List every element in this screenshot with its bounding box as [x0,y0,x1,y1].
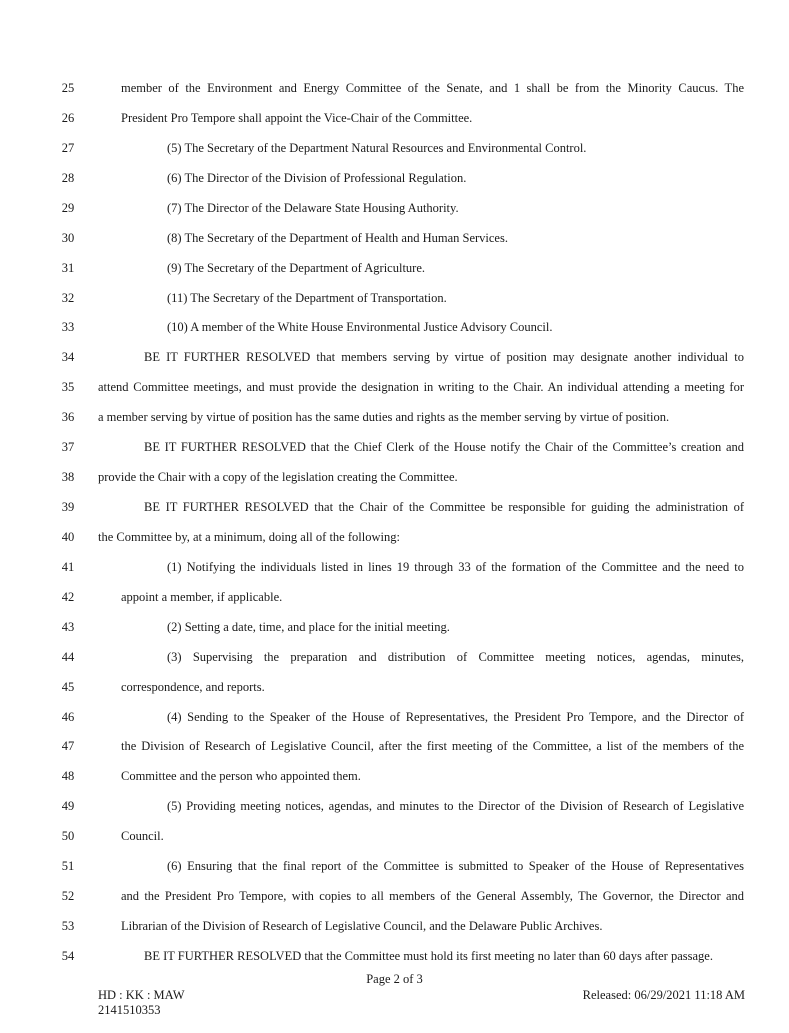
line-number: 27 [61,140,75,155]
document-line [0,522,789,552]
document-line [0,642,789,672]
document-line [0,342,789,372]
document-line [0,672,789,702]
document-line [0,761,789,791]
document-line [0,911,789,941]
document-line [0,73,789,103]
line-text: attend Committee meetings, and must provide the designation in writing to the Chair. An individual attending a meeting for [98,380,744,395]
line-number: 50 [61,829,75,844]
document-line [0,193,789,223]
line-number: 36 [61,410,75,425]
line-number: 40 [61,529,75,544]
line-text: BE IT FURTHER RESOLVED that the Chair of the Committee be responsible for guiding the administration of [144,500,744,515]
line-text: provide the Chair with a copy of the legislation creating the Committee. [98,470,458,485]
line-number: 35 [61,380,75,395]
line-number: 52 [61,889,75,904]
line-text: (6) Ensuring that the final report of the Committee is submitted to Speaker of the House of Representatives [167,859,744,874]
line-number: 25 [61,81,75,95]
document-line [0,133,789,163]
line-number: 30 [61,230,75,245]
line-number: 33 [61,320,75,335]
line-text: and the President Pro Tempore, with copies to all members of the General Assembly, The Governor, the Director and [121,889,744,904]
line-number: 29 [61,200,75,215]
line-text: BE IT FURTHER RESOLVED that the Chief Clerk of the House notify the Chair of the Committee’s creation and [144,440,744,455]
document-line [0,791,789,821]
line-text: (9) The Secretary of the Department of Agriculture. [167,260,426,275]
line-text: (4) Sending to the Speaker of the House of Representatives, the President Pro Tempore, and the Director of [167,709,744,724]
line-number: 44 [61,649,75,664]
line-text: (5) Providing meeting notices, agendas, and minutes to the Director of the Division of Research of Legislative [167,799,744,814]
line-number: 34 [61,350,75,365]
line-text: (6) The Director of the Division of Professional Regulation. [167,170,467,185]
document-number: 2141510353 [98,1003,161,1017]
line-number: 39 [61,500,75,515]
line-number: 42 [61,589,75,604]
release-timestamp: Released: 06/29/2021 11:18 AM [582,988,745,1002]
document-line [0,612,789,642]
document-line [0,462,789,492]
line-text: President Pro Tempore shall appoint the Vice-Chair of the Committee. [121,110,473,125]
document-line [0,432,789,462]
document-line [0,492,789,522]
line-number: 38 [61,470,75,485]
line-number: 48 [61,769,75,784]
drafter-code: HD : KK : MAW [98,988,185,1002]
line-text: (7) The Director of the Delaware State Housing Authority. [167,200,459,215]
line-number: 45 [61,679,75,694]
line-text: (1) Notifying the individuals listed in lines 19 through 33 of the formation of the Committee and the need to [167,559,744,574]
line-text: the Committee by, at a minimum, doing all of the following: [98,529,400,544]
document-line [0,552,789,582]
line-number: 28 [61,170,75,185]
document-line [0,103,789,133]
line-number: 54 [61,948,75,963]
document-line [0,582,789,612]
line-number: 43 [61,619,75,634]
line-text: (3) Supervising the preparation and distribution of Committee meeting notices, agendas, minutes, [167,649,744,664]
document-line [0,402,789,432]
line-number: 37 [61,440,75,455]
document-line [0,312,789,342]
line-number: 46 [61,709,75,724]
document-line [0,223,789,253]
document-line [0,731,789,761]
line-text: appoint a member, if applicable. [121,589,283,604]
document-line [0,163,789,193]
page-number: Page 2 of 3 [366,972,423,986]
line-text: Librarian of the Division of Research of Legislative Council, and the Delaware Public Archives. [121,919,603,934]
line-text: BE IT FURTHER RESOLVED that the Committee must hold its first meeting no later than 60 days after passage. [144,948,713,963]
line-text: (5) The Secretary of the Department Natural Resources and Environmental Control. [167,140,587,155]
line-text: Committee and the person who appointed them. [121,769,361,784]
document-line [0,821,789,851]
line-text: Council. [121,829,164,844]
line-text: (10) A member of the White House Environmental Justice Advisory Council. [167,320,553,335]
line-number: 26 [61,110,75,125]
line-text: correspondence, and reports. [121,679,265,694]
line-number: 41 [61,559,75,574]
line-number: 31 [61,260,75,275]
line-text: the Division of Research of Legislative Council, after the first meeting of the Committee, a list of the members of the [121,739,744,754]
document-line [0,283,789,313]
line-number: 51 [61,859,75,874]
line-text: (11) The Secretary of the Department of Transportation. [167,290,447,305]
document-line [0,881,789,911]
line-number: 49 [61,799,75,814]
document-line [0,372,789,402]
line-number: 53 [61,919,75,934]
document-line [0,702,789,732]
line-text: (2) Setting a date, time, and place for the initial meeting. [167,619,450,634]
document-line [0,941,789,971]
line-number: 32 [61,290,75,305]
document-line [0,253,789,283]
line-text: BE IT FURTHER RESOLVED that members serving by virtue of position may designate another individual to [144,350,744,365]
line-text: member of the Environment and Energy Committee of the Senate, and 1 shall be from the Minority Caucus. The [121,81,744,95]
line-text: (8) The Secretary of the Department of Health and Human Services. [167,230,508,245]
document-line [0,851,789,881]
line-text: a member serving by virtue of position has the same duties and rights as the member serving by virtue of position. [98,410,670,425]
line-number: 47 [61,739,75,754]
